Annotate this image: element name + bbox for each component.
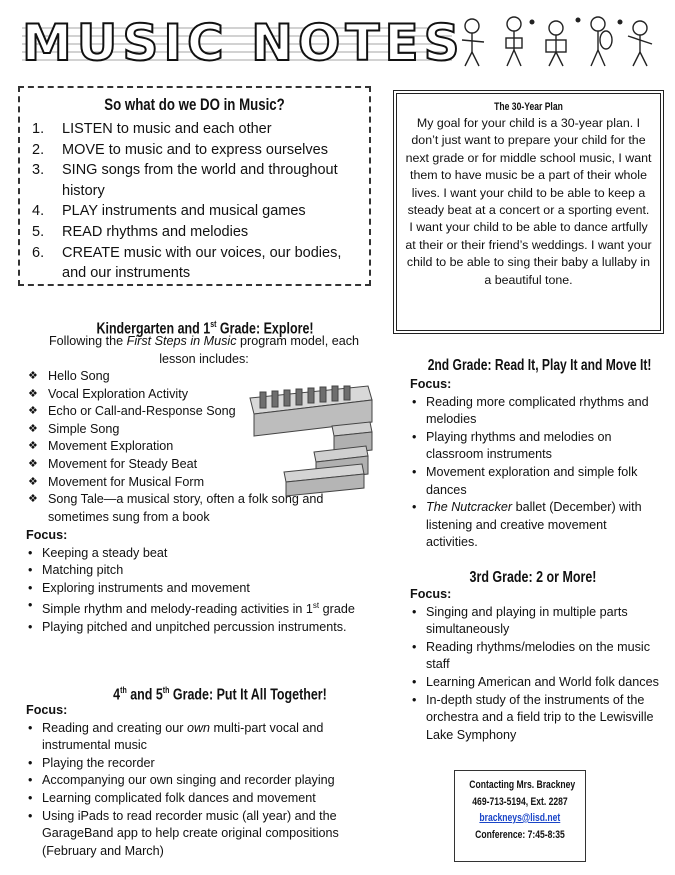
contact-box (454, 770, 586, 862)
grade2-focus (410, 376, 660, 552)
list-item: • Playing pitched and unpitched percussion instruments. (26, 619, 376, 637)
list-item: ❖ Movement Exploration (26, 438, 346, 456)
grade3-heading: 3rd Grade: 2 or More! (469, 569, 597, 586)
list-item: ❖ Movement for Steady Beat (26, 456, 346, 474)
grade2-heading: 2nd Grade: Read It, Play It and Move It! (427, 357, 652, 374)
contact-phone: 469-713-5194, Ext. 2287 (472, 795, 568, 808)
plan-body: My goal for your child is a 30-year plan. I don’t just want to prepare your child for the next grade or for middle school music, I want them to have music be a part of their whole lives. I want your child to be able to keep a steady beat at a concert or a sporting event. I want your child to be able to dance artfully at their or their friend’s weddings. I want your child to be able to sing their baby a lullaby in a beautiful tone. (405, 116, 652, 287)
contact-conference: Conference: 7:45-8:35 (475, 828, 565, 841)
list-item: • Exploring instruments and movement (26, 580, 376, 598)
list-item: • Playing the recorder (26, 755, 376, 773)
list-item: ❖ Echo or Call-and-Response Song (26, 403, 346, 421)
grade3-focus-list (410, 604, 660, 745)
title-text: MUSIC NOTES (22, 14, 465, 72)
focus-label: Focus: (410, 587, 452, 601)
list-item: • Singing and playing in multiple parts simultaneously (410, 604, 660, 639)
list-item: • Reading and creating our own multi-part vocal and instrumental music (26, 720, 376, 755)
grade45-focus (26, 702, 376, 860)
list-item: • Learning American and World folk dances (410, 674, 660, 692)
list-item: 2. MOVE to music and to express ourselves (32, 141, 328, 158)
list-item: • Movement exploration and simple folk dances (410, 464, 660, 499)
kinder-focus (26, 527, 376, 637)
list-item: • Playing rhythms and melodies on classroom instruments (410, 429, 660, 464)
grade3-focus (410, 586, 660, 744)
list-item: • Keeping a steady beat (26, 545, 376, 563)
contact-title: Contacting Mrs. Brackney (469, 779, 576, 791)
list-item: • The Nutcracker ballet (December) with listening and creative movement activities. (410, 499, 660, 552)
grade45-focus-list (26, 720, 376, 861)
list-item: • In-depth study of the instruments of the orchestra and a field trip to the Lewisville Lake Symphony (410, 692, 660, 745)
kids-playing-instruments-icon (452, 14, 660, 70)
list-item: • Reading more complicated rhythms and melodies (410, 394, 660, 429)
what-we-do-list (26, 119, 363, 284)
list-item: 1. LISTEN to music and each other (32, 121, 272, 137)
newsletter-title (22, 10, 465, 76)
what-we-do-box (18, 86, 371, 286)
list-item: ❖ Hello Song (26, 368, 346, 386)
list-item: • Using iPads to read recorder music (all year) and the GarageBand app to help create original compositions (February and March) (26, 808, 376, 861)
kinder-focus-list (26, 545, 376, 637)
kinder-lesson-list (26, 368, 346, 526)
list-item: ❖ Song Tale—a musical story, often a folk song and sometimes sung from a book (26, 491, 346, 526)
list-item: ❖ Vocal Exploration Activity (26, 386, 346, 404)
list-item: • Reading rhythms/melodies on the music staff (410, 639, 660, 674)
grade45-heading: 4th and 5th Grade: Put It All Together! (113, 685, 327, 704)
list-item: • Simple rhythm and melody-reading activities in 1st grade (26, 597, 376, 619)
what-we-do-title: So what do we DO in Music? (104, 95, 285, 114)
plan-title: The 30-Year Plan (494, 101, 563, 113)
list-item: • Matching pitch (26, 562, 376, 580)
list-item: 4. PLAY instruments and musical games (32, 203, 306, 220)
list-item: 3. SING songs from the world and throughout history (32, 162, 338, 199)
focus-label: Focus: (26, 703, 68, 717)
list-item: • Accompanying our own singing and recorder playing (26, 772, 376, 790)
list-item: ❖ Movement for Musical Form (26, 474, 346, 492)
grade2-focus-list (410, 394, 660, 552)
list-item: ❖ Simple Song (26, 421, 346, 439)
thirty-year-plan-box (393, 90, 664, 334)
focus-label: Focus: (410, 377, 452, 391)
list-item: 6. CREATE music with our voices, our bodies, and our instruments (32, 244, 342, 282)
list-item: • Learning complicated folk dances and movement (26, 790, 376, 808)
list-item: 5. READ rhythms and melodies (32, 223, 249, 240)
kinder-intro: Following the First Steps in Music program model, each lesson includes: (48, 334, 360, 366)
contact-email-link[interactable]: brackneys@lisd.net (479, 812, 561, 824)
focus-label: Focus: (26, 528, 68, 542)
kinder-heading: Kindergarten and 1st Grade: Explore! (96, 319, 314, 338)
